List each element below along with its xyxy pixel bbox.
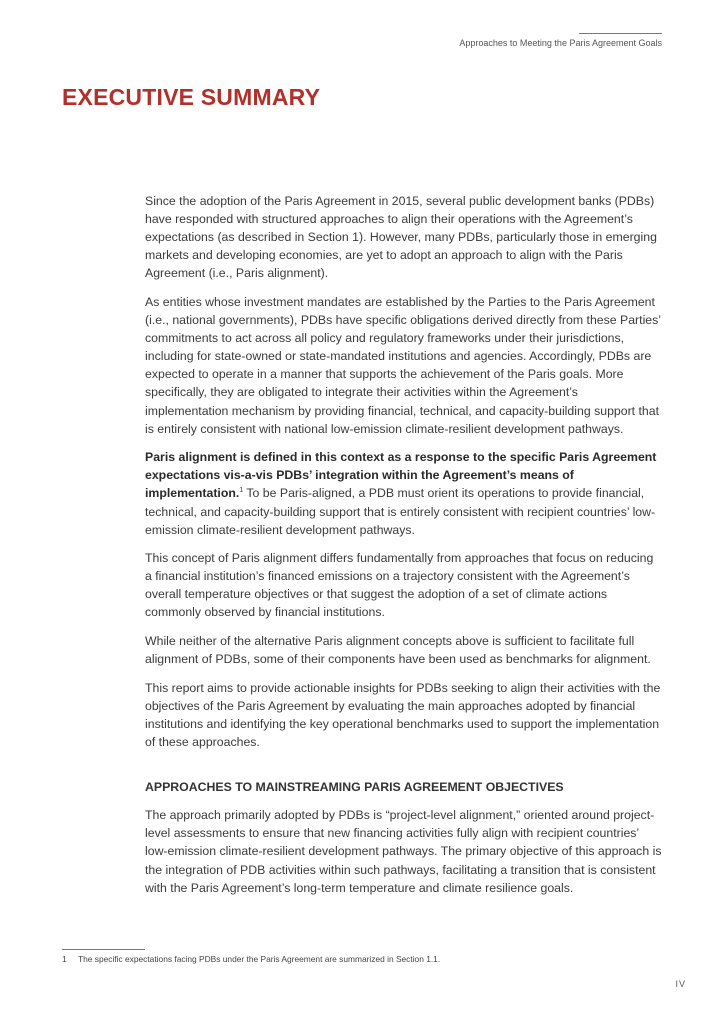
running-header: Approaches to Meeting the Paris Agreement Goals: [459, 38, 662, 48]
paragraph-3-bold: Paris alignment is defined in this context as a response to the specific Paris Agreement expectations vis-a-vis PDBs’ integration within the Agreement’s means of implementation.: [145, 450, 657, 501]
section-subheading: APPROACHES TO MAINSTREAMING PARIS AGREEMENT OBJECTIVES: [145, 780, 564, 795]
footnote-number: 1: [62, 954, 67, 964]
paragraph-7: The approach primarily adopted by PDBs is “project-level alignment,” oriented around project-level assessments to ensure that new financing activities fully align with recipient countries’ low-emission climate-resilient development pathways. The primary objective of this approach is the integration of PDB activities within such pathways, facilitating a transition that is consistent with the Paris Agreement’s long-term temperature and climate resilience goals.: [145, 808, 662, 895]
paragraph-5: While neither of the alternative Paris alignment concepts above is sufficient to facilitate full alignment of PDBs, some of their components have been used as benchmarks for alignment.: [145, 634, 651, 667]
paragraph-4: This concept of Paris alignment differs fundamentally from approaches that focus on reducing a financial institution’s financed emissions on a trajectory consistent with the Agreement’s overall temperature objectives or that suggest the adoption of a set of climate actions commonly observed by financial institutions.: [145, 551, 654, 620]
header-rule: [579, 33, 662, 34]
paragraph-1: Since the adoption of the Paris Agreement in 2015, several public development banks (PDBs) have responded with structured approaches to align their operations with the Agreement’s expectations (as described in Section 1). However, many PDBs, particularly those in emerging markets and developing economies, are yet to adopt an approach to align with the Paris Agreement (i.e., Paris alignment).: [145, 194, 657, 281]
footnote-rule: [62, 949, 145, 950]
page-number: IV: [675, 979, 686, 989]
body-text: [145, 192, 663, 907]
paragraph-2: As entities whose investment mandates are established by the Parties to the Paris Agreement (i.e., national governments), PDBs have specific obligations derived directly from these Parties’ commitments to act across all policy and regulatory frameworks under their jurisdictions, including for state-owned or state-mandated institutions and agencies. Accordingly, PDBs are expected to operate in a manner that supports the achievement of the Paris goals. More specifically, they are obligated to integrate their activities within the Agreement’s implementation mechanism by providing financial, technical, and capacity-building support that is entirely consistent with national low-emission climate-resilient development pathways.: [145, 294, 661, 436]
footnote-ref-1[interactable]: 1: [239, 487, 244, 495]
paragraph-3: [145, 448, 663, 538]
footnote: [62, 954, 440, 964]
page-title: EXECUTIVE SUMMARY: [62, 84, 321, 110]
paragraph-3-rest: To be Paris-aligned, a PDB must orient its operations to provide financial, technical, and capacity-building support that is entirely consistent with recipient countries’ low-emission climate-resilient development pathways.: [145, 486, 656, 537]
paragraph-6: This report aims to provide actionable insights for PDBs seeking to align their activities with the objectives of the Paris Agreement by evaluating the main approaches adopted by financial institutions and identifying the key operational benchmarks used to support the implementation of these approaches.: [145, 680, 661, 750]
footnote-text: The specific expectations facing PDBs under the Paris Agreement are summarized in Section 1.1.: [78, 954, 441, 964]
